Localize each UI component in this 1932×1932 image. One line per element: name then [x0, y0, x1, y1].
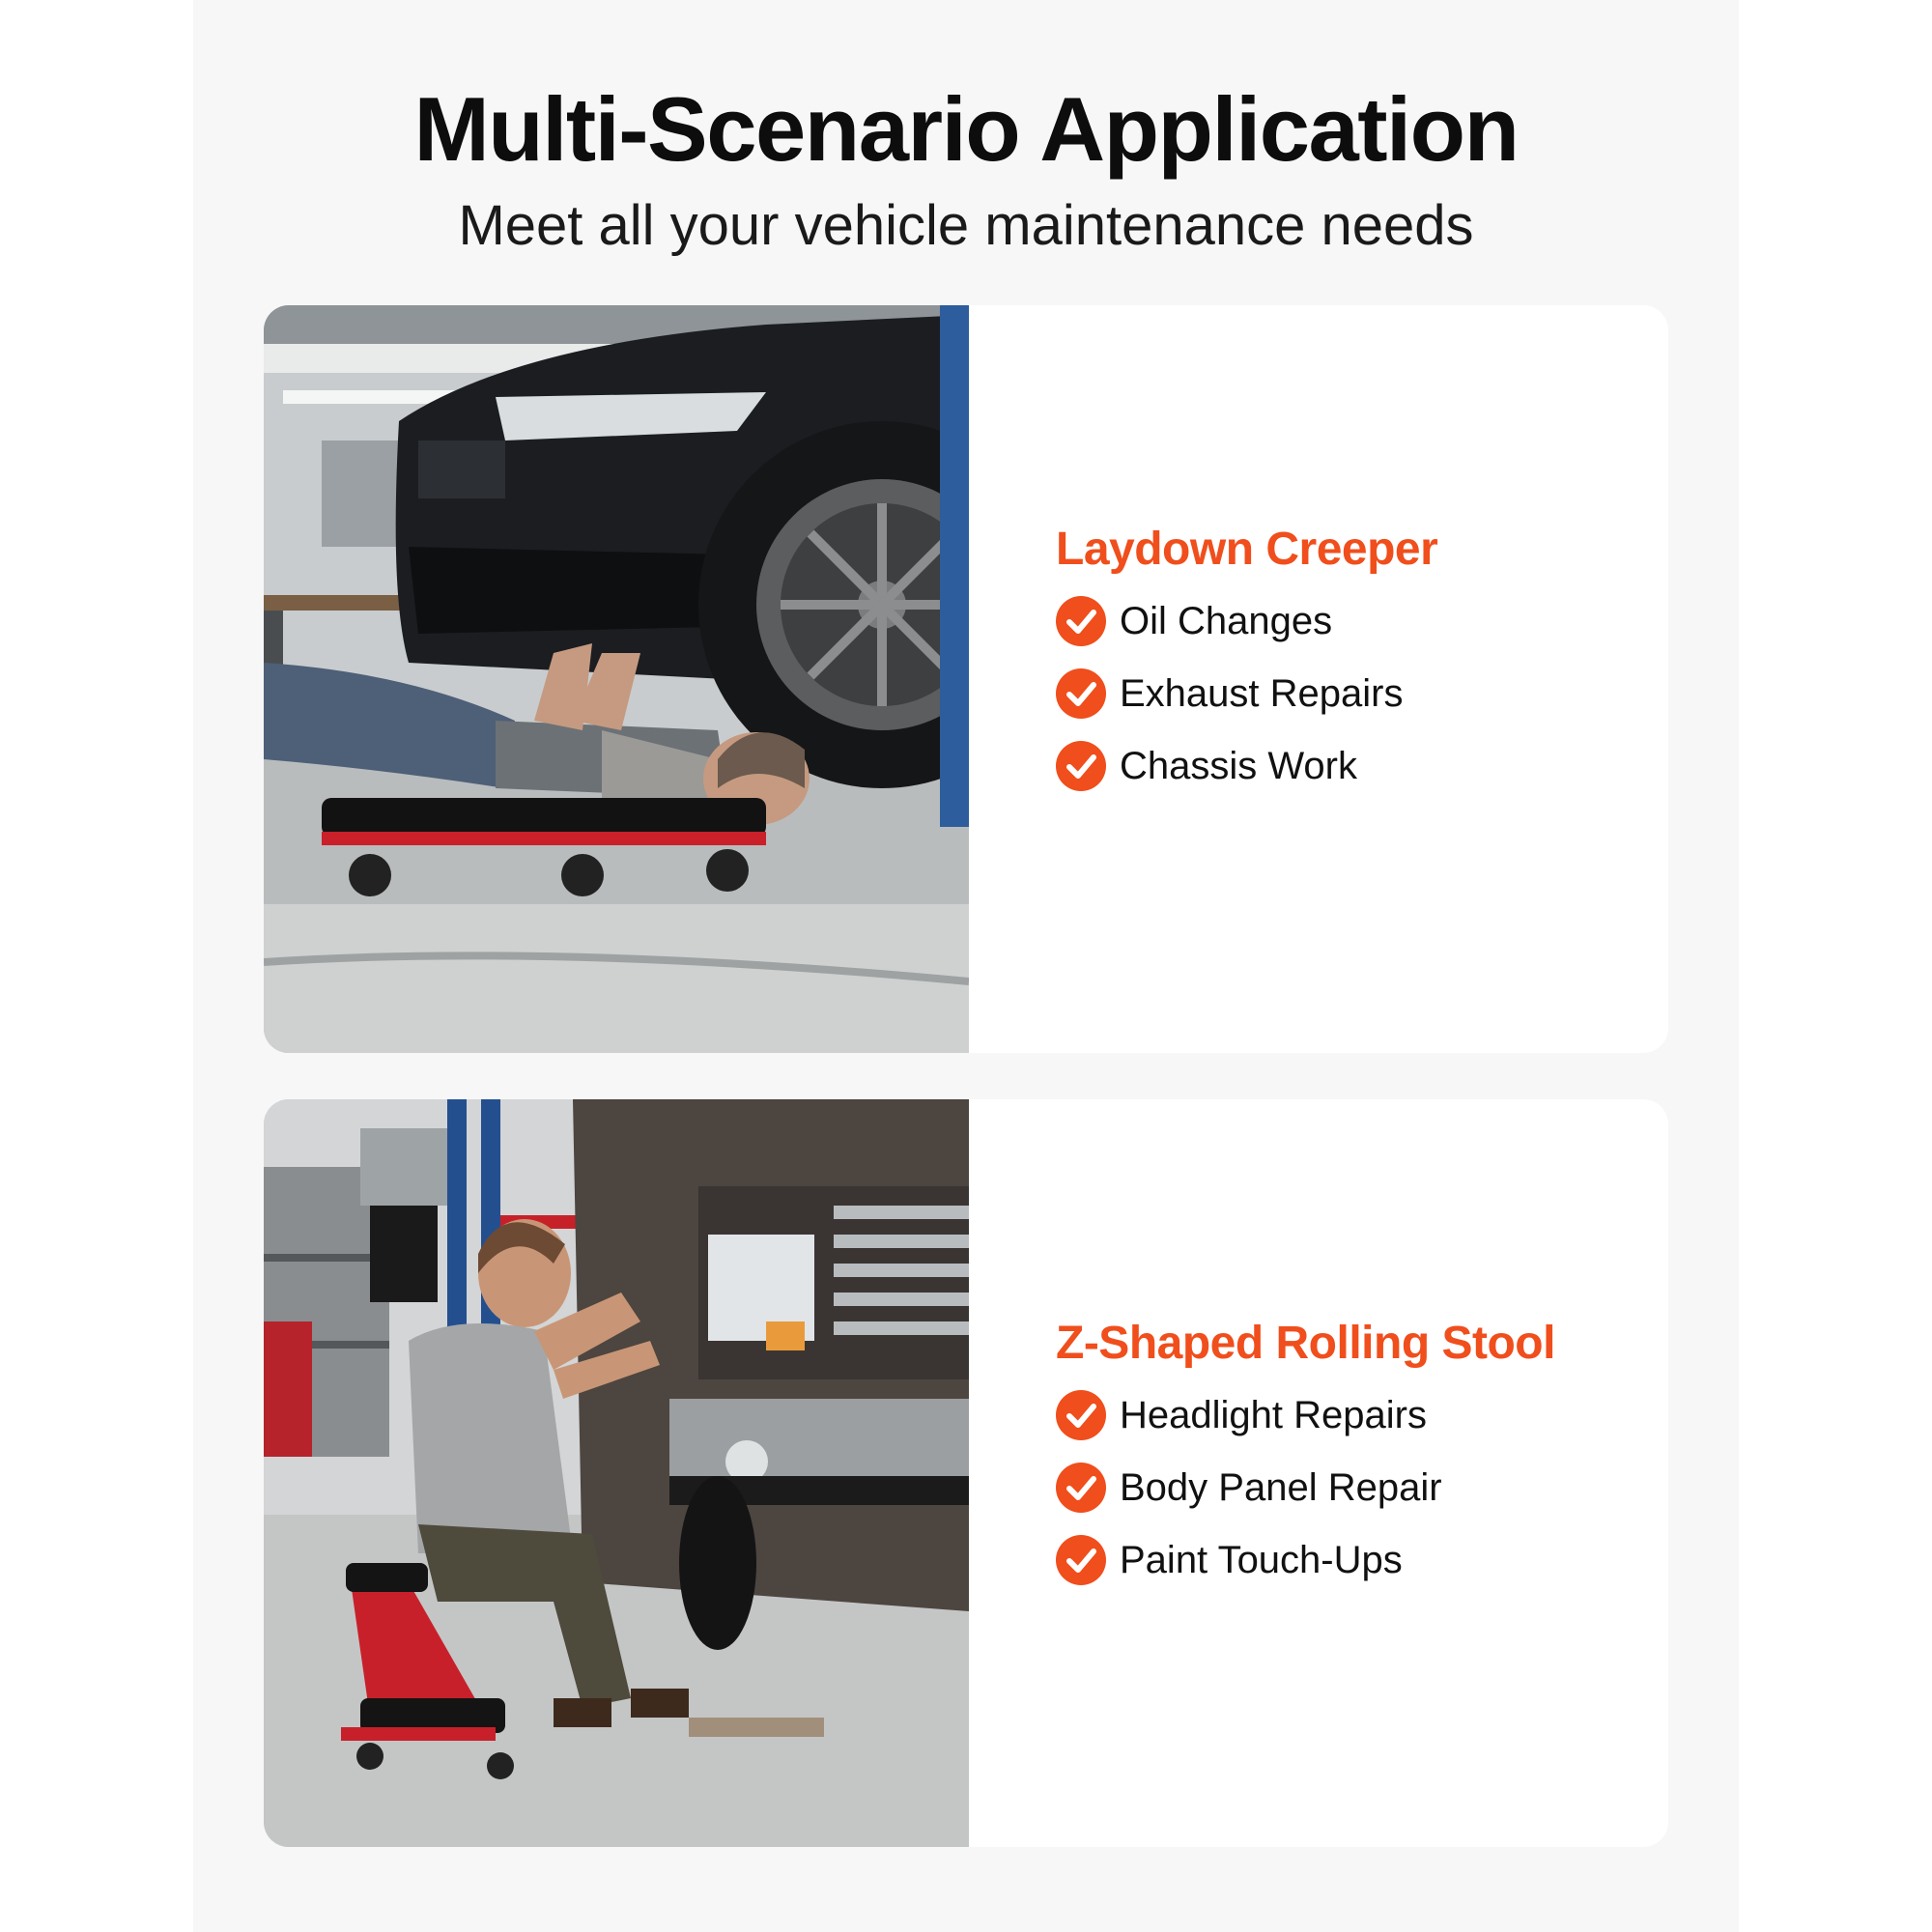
check-circle-icon	[1056, 596, 1106, 646]
check-circle-icon	[1056, 668, 1106, 719]
feature-item	[1056, 668, 1403, 720]
check-circle-icon	[1056, 1535, 1106, 1585]
scenario-card-rolling-stool	[264, 1099, 1668, 1847]
scenario-card-laydown-creeper	[264, 305, 1668, 1053]
feature-label: Oil Changes	[1120, 599, 1333, 642]
feature-label: Headlight Repairs	[1120, 1393, 1427, 1436]
scenario-title: Z-Shaped Rolling Stool	[1056, 1318, 1555, 1369]
feature-item	[1056, 1534, 1403, 1586]
mechanic-on-creeper-photo	[264, 305, 969, 1053]
scenario-info	[1056, 1099, 1655, 1847]
scenario-info	[1056, 305, 1655, 1053]
feature-item	[1056, 1389, 1427, 1441]
scenario-title: Laydown Creeper	[1056, 524, 1438, 575]
mechanic-on-rolling-stool-photo	[264, 1099, 969, 1847]
check-circle-icon	[1056, 1390, 1106, 1440]
page-title: Multi-Scenario Application	[413, 78, 1519, 180]
check-circle-icon	[1056, 1463, 1106, 1513]
feature-item	[1056, 1462, 1442, 1514]
page-subtitle: Meet all your vehicle maintenance needs	[458, 194, 1474, 257]
feature-label: Body Panel Repair	[1120, 1465, 1442, 1509]
check-circle-icon	[1056, 741, 1106, 791]
feature-label: Chassis Work	[1120, 744, 1357, 787]
feature-item	[1056, 595, 1332, 647]
feature-label: Exhaust Repairs	[1120, 671, 1404, 715]
feature-label: Paint Touch-Ups	[1120, 1538, 1403, 1581]
feature-item	[1056, 740, 1357, 792]
